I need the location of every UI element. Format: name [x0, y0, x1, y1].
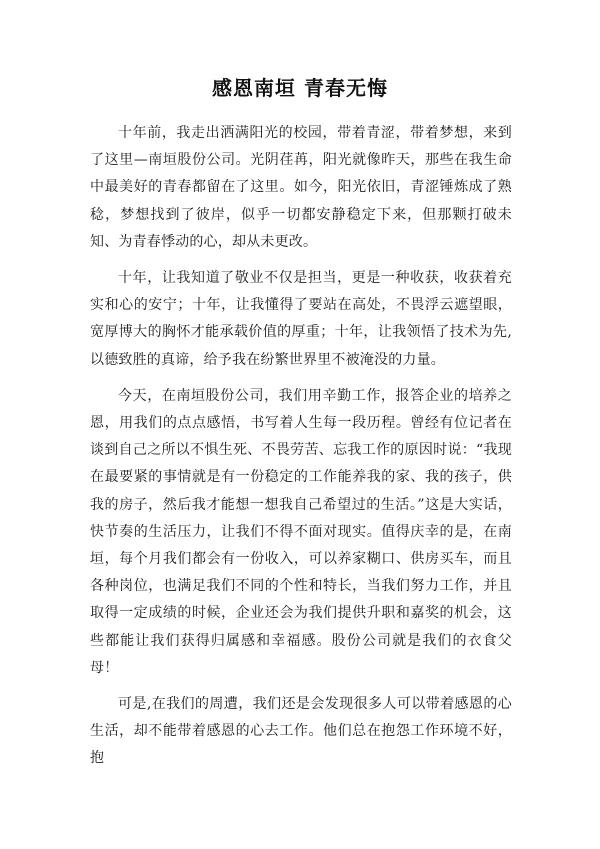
document-title: 感恩南垣 青春无悔 [212, 76, 388, 100]
paragraph-4: 可是,在我们的周遭，我们还是会发现很多人可以带着感恩的心生活，却不能带着感恩的心去工作。他们总在抱怨工作环境不好，抱 [90, 696, 512, 767]
document-body [90, 120, 512, 782]
paragraph-3: 今天，在南垣股份公司，我们用辛勤工作，报答企业的培养之恩，用我们的点点感悟，书写着人生每一段历程。曾经有位记者在谈到自己之所以不惧生死、不畏劳苦、忘我工作的原因时说：“我现在最要紧的事情就是有一份稳定的工作能养我的家、我的孩子，供我的房子，然后我才能想一想我自己希望过的生活。”这是大实话，快节奏的生活压力，让我们不得不面对现实。值得庆幸的是，在南垣，每个月我们都会有一份收入，可以养家糊口、供房买车，而且各种岗位，也满足我们不同的个性和特长，当我们努力工作，并且取得一定成绩的时候，企业还会为我们提供升职和嘉奖的机会，这些都能让我们获得归属感和幸福感。股份公司就是我们的衣食父母！ [90, 387, 512, 676]
paragraph-1: 十年前，我走出洒满阳光的校园，带着青涩，带着梦想，来到了这里—南垣股份公司。光阴荏苒，阳光就像昨天，那些在我生命中最美好的青春都留在了这里。如今，阳光依旧，青涩锤炼成了熟稔，梦想找到了彼岸，似乎一切都安静稳定下来，但那颗打破未知、为青春悸动的心，却从未更改。 [90, 125, 512, 250]
paragraph-2: 十年，让我知道了敬业不仅是担当，更是一种收获，收获着充实和心的安宁；十年，让我懂得了要站在高处，不畏浮云遮望眼，宽厚博大的胸怀才能承载价值的厚重；十年，让我领悟了技术为先,以德致胜的真谛，给予我在纷繁世界里不被淹没的力量。 [90, 270, 512, 368]
